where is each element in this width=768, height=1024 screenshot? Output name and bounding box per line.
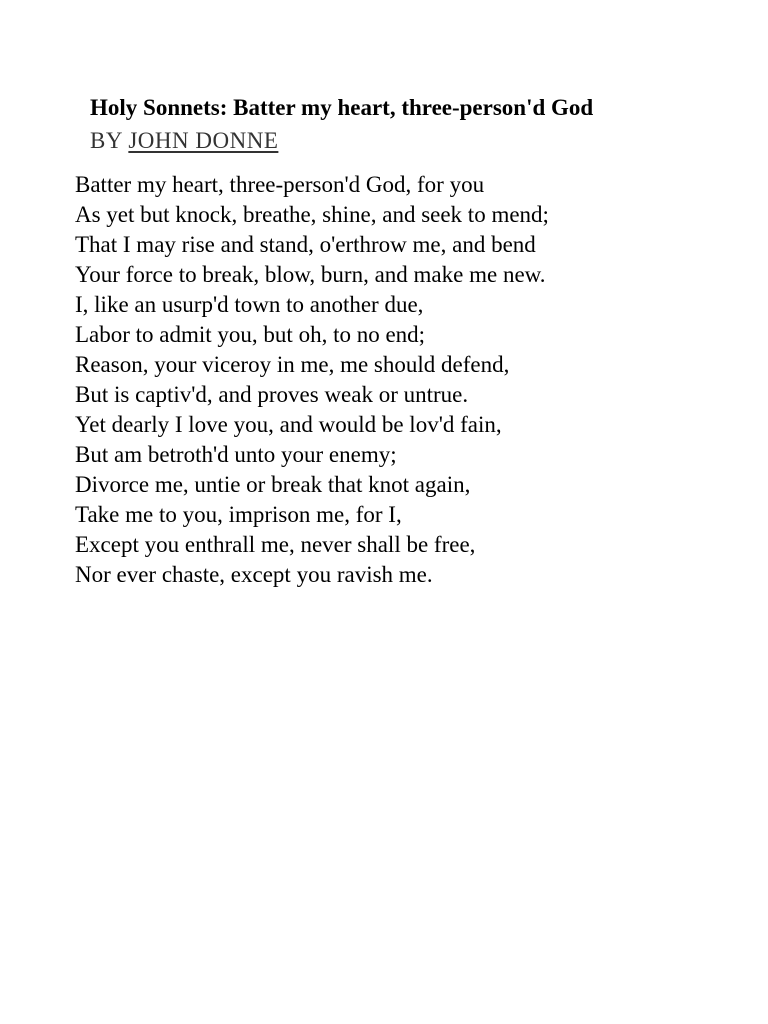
- poem-line: But am betroth'd unto your enemy;: [75, 442, 397, 467]
- poem-title: Holy Sonnets: Batter my heart, three-person'd God: [90, 95, 594, 120]
- poem-line: Take me to you, imprison me, for I,: [75, 502, 402, 527]
- poem-line: I, like an usurp'd town to another due,: [75, 292, 424, 317]
- poem-line: Labor to admit you, but oh, to no end;: [75, 322, 426, 347]
- author-link[interactable]: JOHN DONNE: [128, 128, 279, 153]
- poem-line: Your force to break, blow, burn, and make me new.: [75, 262, 546, 287]
- byline-prefix: BY: [90, 128, 123, 153]
- poem-line: Nor ever chaste, except you ravish me.: [75, 562, 433, 587]
- poem-line: But is captiv'd, and proves weak or untrue.: [75, 382, 469, 407]
- poem-line: Reason, your viceroy in me, me should defend,: [75, 352, 510, 377]
- poem-line: That I may rise and stand, o'erthrow me, and bend: [75, 232, 536, 257]
- poem-line: Batter my heart, three-person'd God, for you: [75, 172, 485, 197]
- poem-line: Yet dearly I love you, and would be lov'd fain,: [75, 412, 502, 437]
- poem-body: [75, 170, 549, 590]
- poem-line: Except you enthrall me, never shall be free,: [75, 532, 476, 557]
- poem-line: As yet but knock, breathe, shine, and seek to mend;: [75, 202, 549, 227]
- byline: [90, 127, 278, 155]
- poem-line: Divorce me, untie or break that knot again,: [75, 472, 471, 497]
